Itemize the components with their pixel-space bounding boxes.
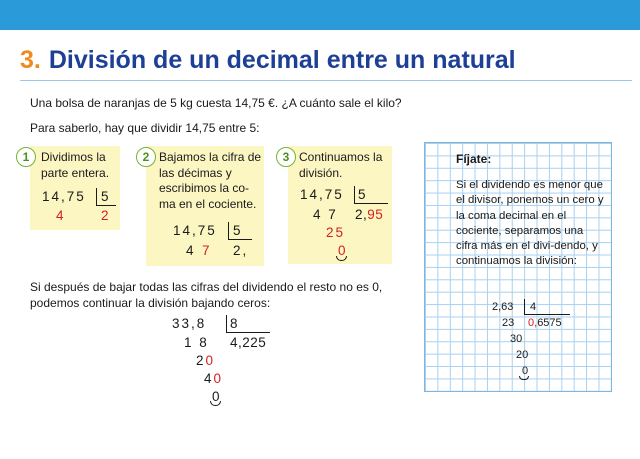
step-2-division-bar xyxy=(228,222,229,239)
fijate-quotient-line xyxy=(524,314,570,315)
extra-row3-red: 0 xyxy=(213,371,224,386)
step-1-quotient-line xyxy=(96,205,116,206)
intro-line-1: Una bolsa de naranjas de 5 kg cuesta 14,75 €. ¿A cuánto sale el kilo? xyxy=(30,96,402,110)
step-3-remainder: 0 xyxy=(338,243,348,258)
step-1-divisor: 5 xyxy=(101,189,111,204)
step-2-badge: 2 xyxy=(136,147,156,167)
extra-row2-red: 0 xyxy=(205,353,216,368)
step-1-text: Dividimos la parte entera. xyxy=(41,150,110,180)
page-title xyxy=(20,46,516,75)
extra-remainder-arc xyxy=(210,401,221,406)
step-1-badge: 1 xyxy=(16,147,36,167)
fijate-row1: 23 xyxy=(502,317,515,329)
fijate-title: Fíjate: xyxy=(456,152,492,166)
fijate-quotient-black: 6575 xyxy=(537,317,562,329)
step-3-row2: 4 7 xyxy=(313,207,338,222)
extra-division-bar xyxy=(226,315,227,332)
step-3-quotient-red: 95 xyxy=(367,207,384,222)
fijate-quotient-red: 0, xyxy=(528,317,538,329)
top-color-bar xyxy=(0,0,640,30)
fijate-divisor: 4 xyxy=(530,301,537,313)
step-1-quotient: 2 xyxy=(101,208,111,223)
fijate-text: Si el dividendo es menor que el divisor, ponemos un cero y la coma decimal en el cociente, separamos una cifra más en el divi-dendo, y continuamos la división: xyxy=(456,179,604,268)
fijate-dividend: 2,63 xyxy=(492,301,514,313)
step-3-badge: 3 xyxy=(276,147,296,167)
extra-remainder: 0 xyxy=(212,389,222,404)
fijate-remainder: 0 xyxy=(522,365,529,377)
title-divider xyxy=(20,80,632,81)
step-3-quotient-black: 2, xyxy=(355,207,368,222)
step-1-division-bar xyxy=(96,188,97,205)
step-3-row3: 25 xyxy=(326,225,346,240)
fijate-quotient xyxy=(528,317,562,329)
step-3-quotient xyxy=(355,207,383,222)
extra-row3 xyxy=(204,371,223,386)
extra-row3-black: 4 xyxy=(204,371,214,386)
extra-quotient: 4,225 xyxy=(230,335,267,350)
intro-line-2: Para saberlo, hay que dividir 14,75 entre 5: xyxy=(30,121,260,135)
extra-row1: 1 8 xyxy=(184,335,209,350)
step-2-dividend: 14,75 xyxy=(173,223,217,238)
step-1-dividend: 14,75 xyxy=(42,189,86,204)
step-2-quotient: 2, xyxy=(233,243,249,258)
step-2-quotient-line xyxy=(228,239,252,240)
extra-dividend: 33,8 xyxy=(172,316,207,331)
extra-line-2: podemos continuar la división bajando ceros: xyxy=(30,296,271,310)
section-title: División de un decimal entre un natural xyxy=(48,46,516,74)
step-1-remainder: 4 xyxy=(56,208,66,223)
section-number: 3. xyxy=(20,46,41,74)
fijate-row3: 20 xyxy=(516,349,529,361)
step-2-text: Bajamos la cifra de las décimas y escribimos la co-ma en el cociente. xyxy=(159,150,262,211)
step-3-dividend: 14,75 xyxy=(300,187,344,202)
step-3-text: Continuamos la división. xyxy=(299,150,383,180)
step-2-row2-lowered-digit: 7 xyxy=(202,243,212,258)
extra-quotient-line xyxy=(226,332,270,333)
extra-row2 xyxy=(196,353,215,368)
extra-line-1: Si después de bajar todas las cifras del dividendo el resto no es 0, xyxy=(30,280,383,294)
step-2-row2-digit: 4 xyxy=(186,243,196,258)
fijate-row2: 30 xyxy=(510,333,523,345)
step-3-divisor: 5 xyxy=(358,187,368,202)
step-3-division-bar xyxy=(354,186,355,203)
extra-row2-black: 2 xyxy=(196,353,206,368)
step-2-divisor: 5 xyxy=(233,223,243,238)
fijate-division-bar xyxy=(524,299,525,314)
step-3-quotient-line xyxy=(354,203,388,204)
extra-divisor: 8 xyxy=(230,316,240,331)
